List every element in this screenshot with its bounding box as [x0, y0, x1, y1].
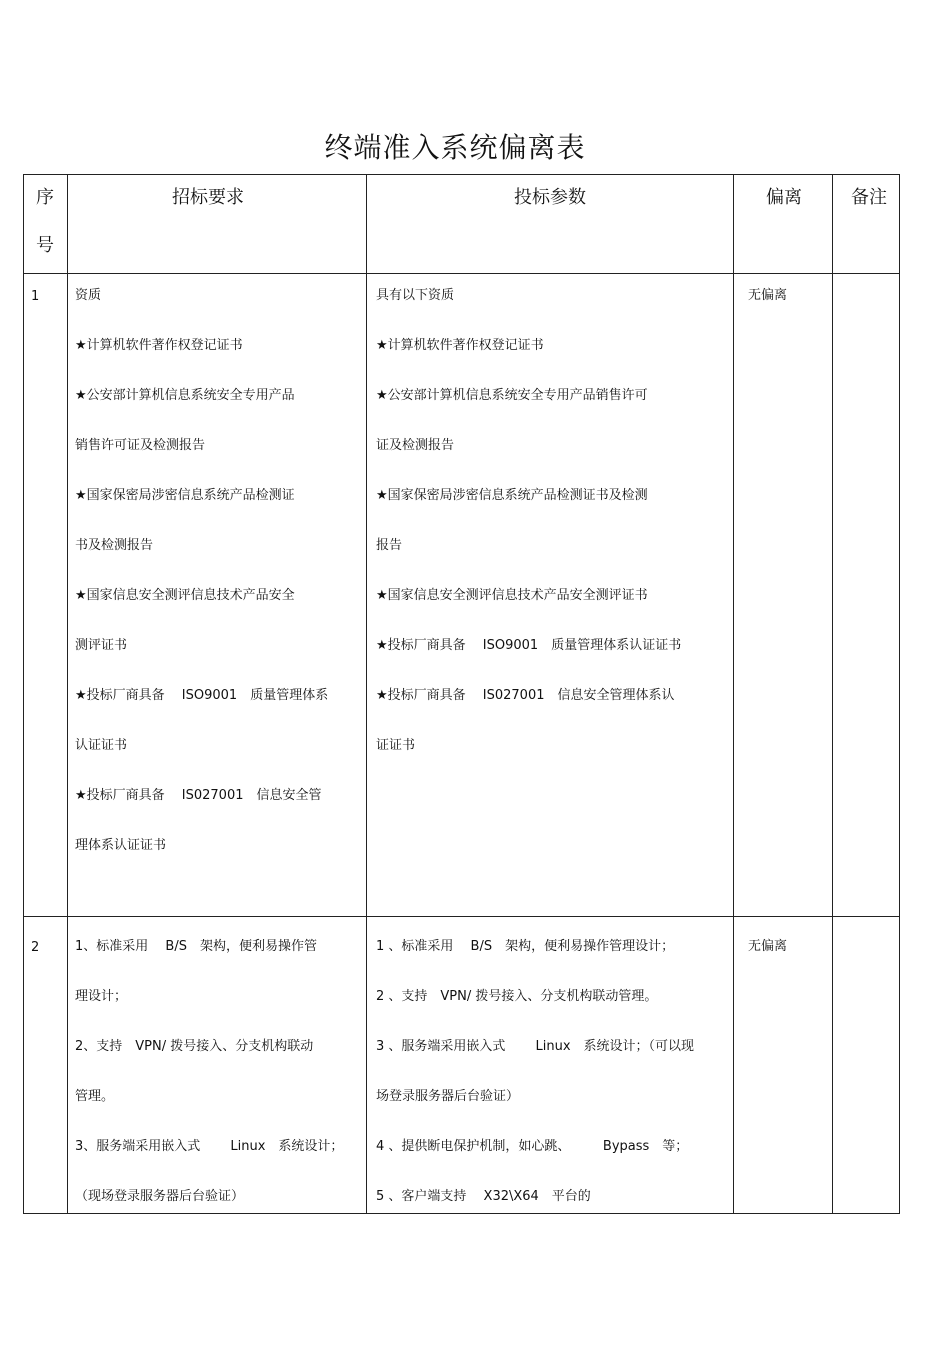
bid-line: 4 、提供断电保护机制，如心跳、 Bypass 等；: [376, 1139, 689, 1154]
requirement-line: 3、服务端采用嵌入式 Linux 系统设计；: [75, 1139, 344, 1154]
requirement-line: ★投标厂商具备 ISO9001 质量管理体系: [75, 688, 329, 703]
bid-line: 证证书: [376, 738, 416, 753]
bid-line: 证及检测报告: [376, 438, 455, 453]
row-2-deviation: 无偏离: [748, 939, 788, 954]
header-seq: [23, 174, 67, 270]
header-deviation: 偏离: [766, 187, 802, 208]
bid-line: 3 、服务端采用嵌入式 Linux 系统设计；（可以现: [376, 1039, 695, 1054]
bid-line: ★投标厂商具备 ISO9001 质量管理体系认证证书: [376, 638, 682, 653]
requirement-line: 资质: [75, 288, 102, 303]
row-2-seq: 2: [31, 940, 40, 955]
header-requirement: 招标要求: [172, 187, 244, 208]
bid-line: 场登录服务器后台验证）: [376, 1089, 520, 1104]
row-1-deviation: 无偏离: [748, 288, 788, 303]
requirement-line: 销售许可证及检测报告: [75, 438, 206, 453]
bid-line: 报告: [376, 538, 403, 553]
requirement-line: 认证证书: [75, 738, 128, 753]
bid-line: 2 、支持 VPN/ 拨号接入、分支机构联动管理。: [376, 989, 658, 1004]
bid-line: ★国家信息安全测评信息技术产品安全测评证书: [376, 588, 648, 603]
requirement-line: 管理。: [75, 1089, 115, 1104]
bid-line: 1 、标准采用 B/S 架构，便利易操作管理设计；: [376, 939, 675, 954]
row-1-requirement: [75, 271, 328, 871]
requirement-line: ★投标厂商具备 IS027001 信息安全管: [75, 788, 322, 803]
row-2-bid: [376, 922, 694, 1222]
requirement-line: ★公安部计算机信息系统安全专用产品: [75, 388, 295, 403]
bid-line: ★投标厂商具备 IS027001 信息安全管理体系认: [376, 688, 675, 703]
requirement-line: 书及检测报告: [75, 538, 154, 553]
requirement-line: （现场登录服务器后台验证）: [75, 1189, 245, 1204]
bid-line: 具有以下资质: [376, 288, 455, 303]
bid-line: ★计算机软件著作权登记证书: [376, 338, 544, 353]
header-bid: 投标参数: [514, 187, 586, 208]
requirement-line: 理设计；: [75, 989, 128, 1004]
row-1-seq: 1: [31, 289, 40, 304]
requirement-line: ★国家保密局涉密信息系统产品检测证: [75, 488, 295, 503]
row-1-bid: [376, 271, 681, 771]
bid-line: ★公安部计算机信息系统安全专用产品销售许可: [376, 388, 648, 403]
bid-line: 5 、客户端支持 X32\X64 平台的: [376, 1189, 591, 1204]
page-title: 终端准入系统偏离表: [324, 131, 586, 164]
header-seq-line1: 序: [36, 187, 54, 208]
requirement-line: 2、支持 VPN/ 拨号接入、分支机构联动: [75, 1039, 314, 1054]
requirement-line: 1、标准采用 B/S 架构，便利易操作管: [75, 939, 317, 954]
requirement-line: ★计算机软件著作权登记证书: [75, 338, 243, 353]
requirement-line: 测评证书: [75, 638, 128, 653]
bid-line: ★国家保密局涉密信息系统产品检测证书及检测: [376, 488, 648, 503]
requirement-line: ★国家信息安全测评信息技术产品安全: [75, 588, 295, 603]
header-remark: 备注: [851, 187, 887, 208]
requirement-line: 理体系认证证书: [75, 838, 167, 853]
row-2-requirement: [75, 922, 343, 1222]
header-seq-line2: 号: [36, 235, 54, 256]
